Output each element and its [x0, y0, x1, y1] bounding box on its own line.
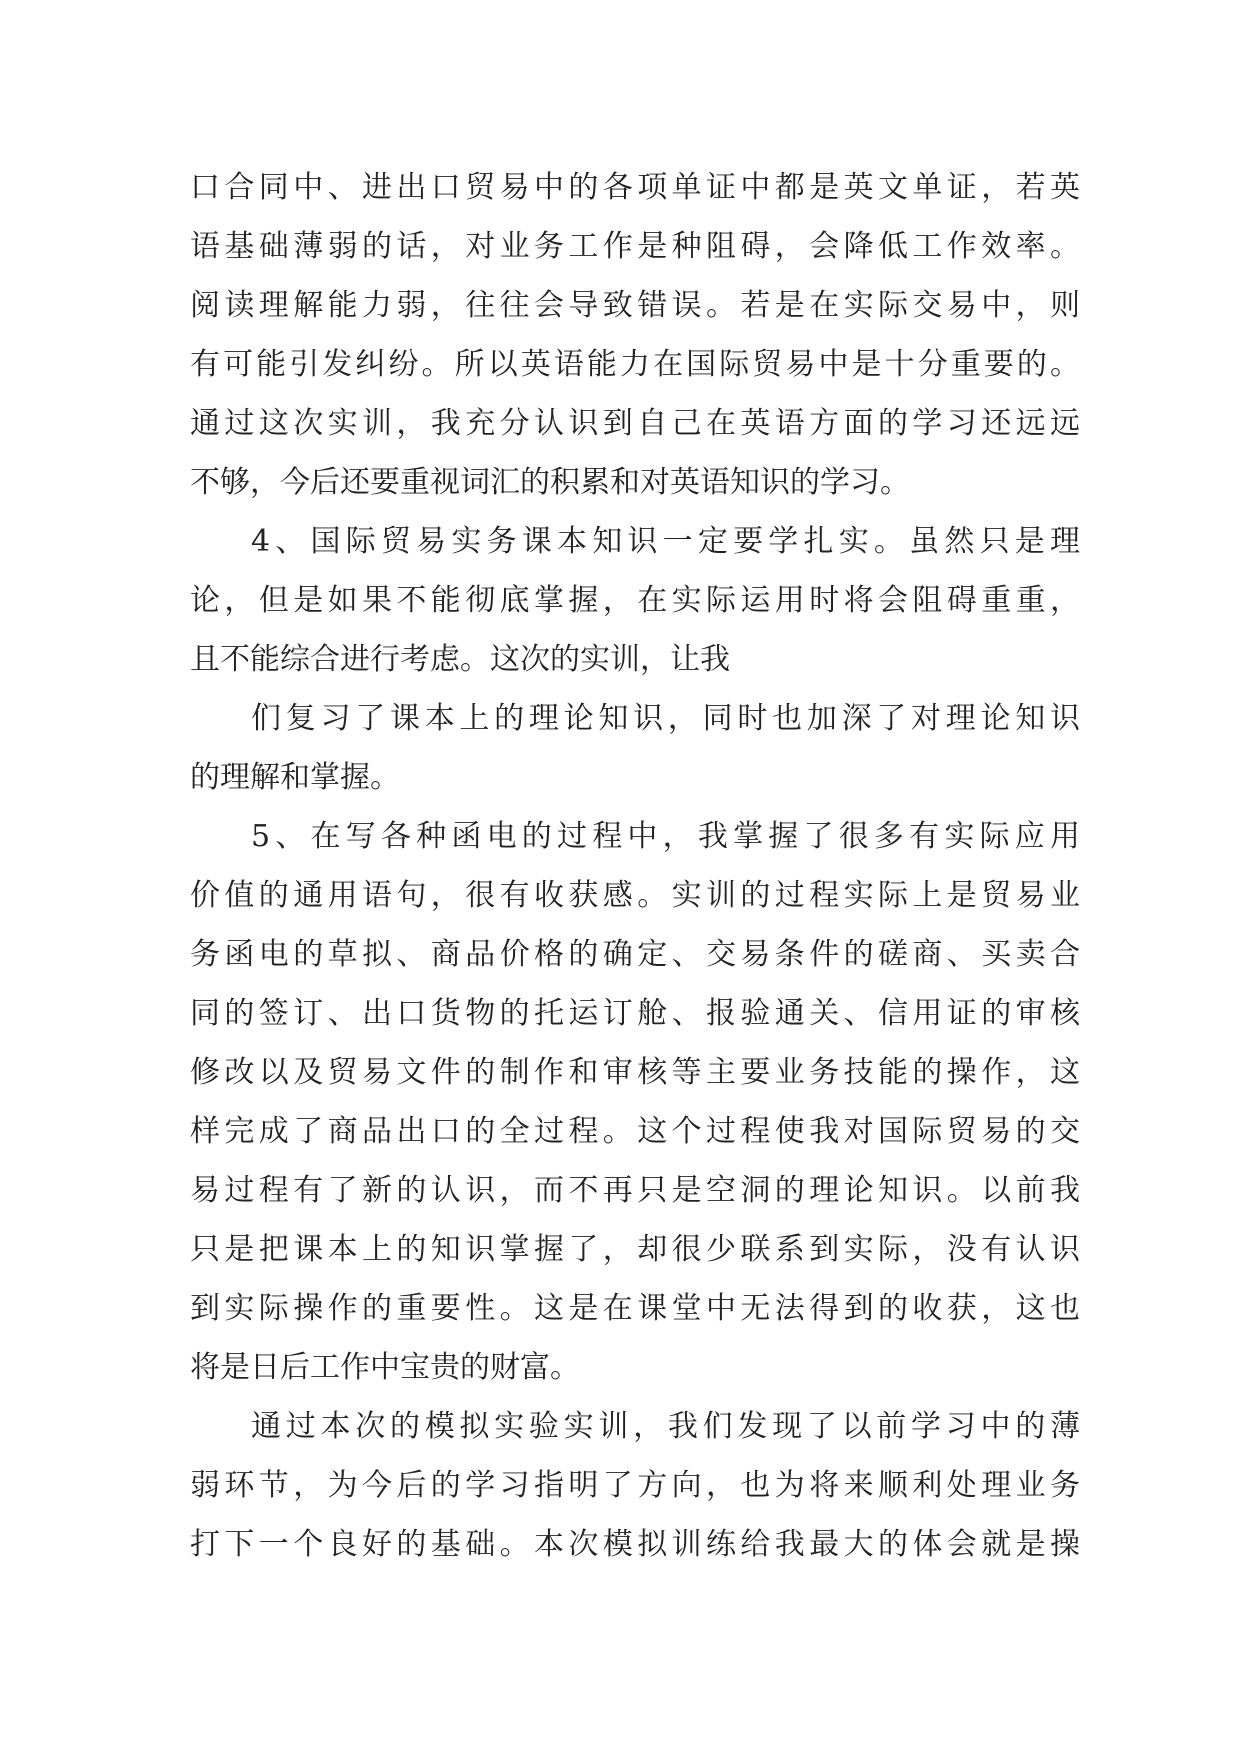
paragraph: [190, 158, 1080, 512]
text-line: 有可能引发纠纷。所以英语能力在国际贸易中是十分重要的。: [190, 347, 1080, 382]
document-body: [190, 158, 1080, 1574]
text-line: 论，但是如果不能彻底掌握，在实际运用时将会阻碍重重，: [190, 583, 1080, 618]
text-line: 同的签订、出口货物的托运订舱、报验通关、信用证的审核: [190, 996, 1080, 1031]
paragraph: [190, 807, 1080, 1397]
text-line: 弱环节，为今后的学习指明了方向，也为将来顺利处理业务: [190, 1468, 1080, 1503]
text-line: 修改以及贸易文件的制作和审核等主要业务技能的操作，这: [190, 1055, 1080, 1090]
text-line: 易过程有了新的认识，而不再只是空洞的理论知识。以前我: [190, 1173, 1080, 1208]
text-line: 阅读理解能力弱，往往会导致错误。若是在实际交易中，则: [190, 288, 1080, 323]
text-line: 打下一个良好的基础。本次模拟训练给我最大的体会就是操: [190, 1527, 1080, 1562]
text-line: 价值的通用语句，很有收获感。实训的过程实际上是贸易业: [190, 878, 1080, 913]
text-line: 且不能综合进行考虑。这次的实训，让我: [190, 642, 730, 677]
text-line: 5、在写各种函电的过程中，我掌握了很多有实际应用: [251, 819, 1080, 854]
text-line: 将是日后工作中宝贵的财富。: [190, 1350, 580, 1385]
text-line: 不够，今后还要重视词汇的积累和对英语知识的学习。: [190, 465, 910, 500]
text-line: 通过这次实训，我充分认识到自己在英语方面的学习还远远: [190, 406, 1080, 441]
text-line: 4、国际贸易实务课本知识一定要学扎实。虽然只是理: [251, 524, 1080, 559]
paragraph: [190, 689, 1080, 807]
paragraph: [190, 1397, 1080, 1574]
text-line: 们复习了课本上的理论知识，同时也加深了对理论知识: [251, 701, 1080, 736]
paragraph: [190, 512, 1080, 689]
text-line: 到实际操作的重要性。这是在课堂中无法得到的收获，这也: [190, 1291, 1080, 1326]
text-line: 通过本次的模拟实验实训，我们发现了以前学习中的薄: [251, 1409, 1080, 1444]
text-line: 样完成了商品出口的全过程。这个过程使我对国际贸易的交: [190, 1114, 1080, 1149]
text-line: 的理解和掌握。: [190, 760, 400, 795]
text-line: 口合同中、进出口贸易中的各项单证中都是英文单证，若英: [190, 170, 1080, 205]
text-line: 语基础薄弱的话，对业务工作是种阻碍，会降低工作效率。: [190, 229, 1080, 264]
text-line: 务函电的草拟、商品价格的确定、交易条件的磋商、买卖合: [190, 937, 1080, 972]
text-line: 只是把课本上的知识掌握了，却很少联系到实际，没有认识: [190, 1232, 1080, 1267]
